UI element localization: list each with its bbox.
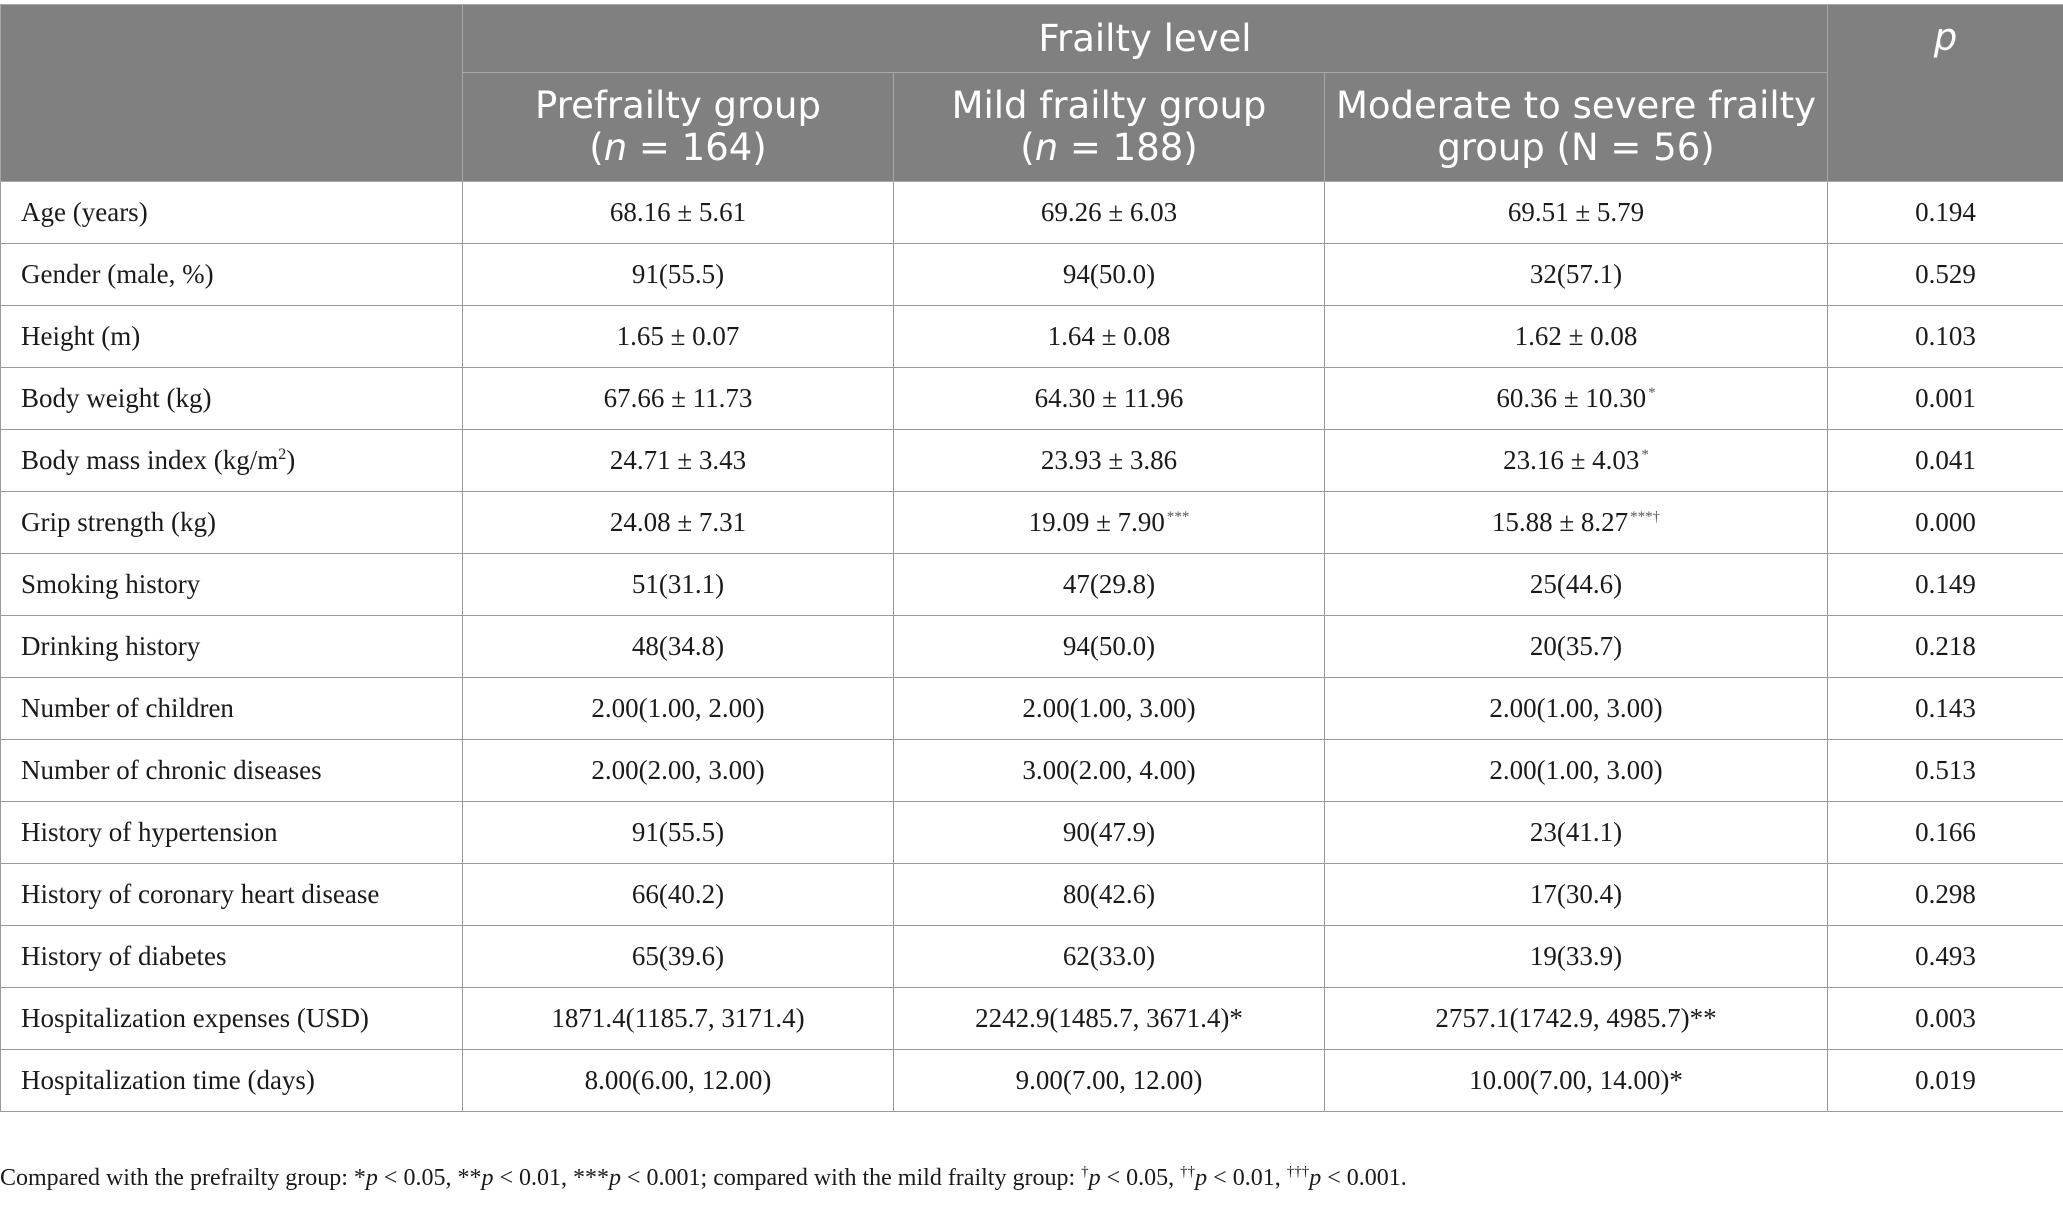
significance-mark: ***: [1166, 509, 1190, 525]
prefrailty-header: Prefrailty group (n = 164): [463, 73, 894, 182]
table-row: [1, 988, 2063, 1050]
row-label: Number of children: [1, 678, 463, 740]
table-container: [0, 4, 2063, 1112]
frailty-level-header: Frailty level: [463, 5, 1828, 73]
prefrailty-value: 24.08 ± 7.31: [463, 492, 894, 554]
p-value: 0.041: [1828, 430, 2063, 492]
mild-frailty-value: 80(42.6): [894, 864, 1325, 926]
table-row: [1, 616, 2063, 678]
row-label: Body mass index $(kg/m^2)$: [1, 430, 463, 492]
row-label: Grip strength (kg): [1, 492, 463, 554]
prefrailty-value: 1871.4(1185.7, 3171.4): [463, 988, 894, 1050]
p-value: 0.003: [1828, 988, 2063, 1050]
moderate-severe-value: 10.00(7.00, 14.00)*: [1325, 1050, 1828, 1112]
significance-mark: ***†: [1630, 509, 1661, 525]
mild-frailty-value: 62(33.0): [894, 926, 1325, 988]
p-value: 0.493: [1828, 926, 2063, 988]
p-value: 0.513: [1828, 740, 2063, 802]
mild-frailty-value: 23.93 ± 3.86: [894, 430, 1325, 492]
table-row: [1, 368, 2063, 430]
moderate-severe-value: 23.16 ± 4.03 *: [1325, 430, 1828, 492]
mild-frailty-value: 90(47.9): [894, 802, 1325, 864]
p-value: 0.019: [1828, 1050, 2063, 1112]
row-label: History of diabetes: [1, 926, 463, 988]
table-row: [1, 430, 2063, 492]
table-body: [1, 182, 2063, 1112]
table-row: [1, 554, 2063, 616]
prefrailty-value: 24.71 ± 3.43: [463, 430, 894, 492]
moderate-severe-frailty-header: Moderate to severe frailty group (N = 56): [1325, 73, 1828, 182]
prefrailty-value: 65(39.6): [463, 926, 894, 988]
moderate-severe-value: 2.00(1.00, 3.00): [1325, 740, 1828, 802]
row-label: Hospitalization expenses (USD): [1, 988, 463, 1050]
moderate-severe-value: 23(41.1): [1325, 802, 1828, 864]
mild-frailty-value: 47(29.8): [894, 554, 1325, 616]
mild-frailty-value: 1.64 ± 0.08: [894, 306, 1325, 368]
row-label: Drinking history: [1, 616, 463, 678]
p-value: 0.103: [1828, 306, 2063, 368]
significance-mark: *: [1648, 385, 1656, 401]
mild-frailty-value: 3.00(2.00, 4.00): [894, 740, 1325, 802]
moderate-severe-value: 2757.1(1742.9, 4985.7)**: [1325, 988, 1828, 1050]
frailty-characteristics-table: [0, 4, 2063, 1112]
table-row: [1, 1050, 2063, 1112]
mild-frailty-value: 2242.9(1485.7, 3671.4)*: [894, 988, 1325, 1050]
prefrailty-value: 2.00(2.00, 3.00): [463, 740, 894, 802]
prefrailty-value: 2.00(1.00, 2.00): [463, 678, 894, 740]
table-row: [1, 678, 2063, 740]
header-empty-cell: [1, 5, 463, 182]
prefrailty-value: 66(40.2): [463, 864, 894, 926]
prefrailty-value: 8.00(6.00, 12.00): [463, 1050, 894, 1112]
moderate-severe-value: 19(33.9): [1325, 926, 1828, 988]
table-row: [1, 492, 2063, 554]
row-label: Hospitalization time (days): [1, 1050, 463, 1112]
moderate-severe-value: 25(44.6): [1325, 554, 1828, 616]
significance-mark: *: [1641, 447, 1649, 463]
table-row: [1, 182, 2063, 244]
moderate-severe-value: 2.00(1.00, 3.00): [1325, 678, 1828, 740]
prefrailty-value: 68.16 ± 5.61: [463, 182, 894, 244]
table-row: [1, 244, 2063, 306]
header-row-top: [1, 5, 2063, 73]
p-value: 0.000: [1828, 492, 2063, 554]
prefrailty-value: 67.66 ± 11.73: [463, 368, 894, 430]
mild-frailty-value: 64.30 ± 11.96: [894, 368, 1325, 430]
moderate-severe-value: 69.51 ± 5.79: [1325, 182, 1828, 244]
p-value: 0.529: [1828, 244, 2063, 306]
row-label: Age (years): [1, 182, 463, 244]
row-label: Number of chronic diseases: [1, 740, 463, 802]
row-label: Body weight (kg): [1, 368, 463, 430]
p-value: 0.194: [1828, 182, 2063, 244]
row-label: History of hypertension: [1, 802, 463, 864]
moderate-severe-value: 32(57.1): [1325, 244, 1828, 306]
table-row: [1, 864, 2063, 926]
moderate-severe-value: 15.88 ± 8.27 ***†: [1325, 492, 1828, 554]
p-value: 0.001: [1828, 368, 2063, 430]
table-row: [1, 306, 2063, 368]
table-row: [1, 802, 2063, 864]
moderate-severe-value: 1.62 ± 0.08: [1325, 306, 1828, 368]
prefrailty-value: 51(31.1): [463, 554, 894, 616]
moderate-severe-value: 17(30.4): [1325, 864, 1828, 926]
mild-frailty-value: 94(50.0): [894, 616, 1325, 678]
mild-frailty-value: 2.00(1.00, 3.00): [894, 678, 1325, 740]
row-label: Gender (male, %): [1, 244, 463, 306]
table-row: [1, 926, 2063, 988]
table-row: [1, 740, 2063, 802]
p-value: 0.166: [1828, 802, 2063, 864]
moderate-severe-value: 20(35.7): [1325, 616, 1828, 678]
p-value: 0.218: [1828, 616, 2063, 678]
prefrailty-value: 91(55.5): [463, 802, 894, 864]
mild-frailty-header: Mild frailty group (n = 188): [894, 73, 1325, 182]
row-label: Height (m): [1, 306, 463, 368]
prefrailty-value: 1.65 ± 0.07: [463, 306, 894, 368]
moderate-severe-value: 60.36 ± 10.30 *: [1325, 368, 1828, 430]
row-label: Smoking history: [1, 554, 463, 616]
row-label: History of coronary heart disease: [1, 864, 463, 926]
mild-frailty-value: 19.09 ± 7.90 ***: [894, 492, 1325, 554]
prefrailty-value: 48(34.8): [463, 616, 894, 678]
mild-frailty-value: 94(50.0): [894, 244, 1325, 306]
mild-frailty-value: 9.00(7.00, 12.00): [894, 1050, 1325, 1112]
p-value: 0.149: [1828, 554, 2063, 616]
mild-frailty-value: 69.26 ± 6.03: [894, 182, 1325, 244]
p-value-header: p: [1828, 5, 2063, 182]
table-footnote: Compared with the prefrailty group: *p < 0.05, **p < 0.01, ***p < 0.001; compared with the mild frailty group: †p < 0.05, ††p < 0.01, †††p < 0.001.: [0, 1164, 1407, 1191]
p-value: 0.298: [1828, 864, 2063, 926]
p-value: 0.143: [1828, 678, 2063, 740]
prefrailty-value: 91(55.5): [463, 244, 894, 306]
